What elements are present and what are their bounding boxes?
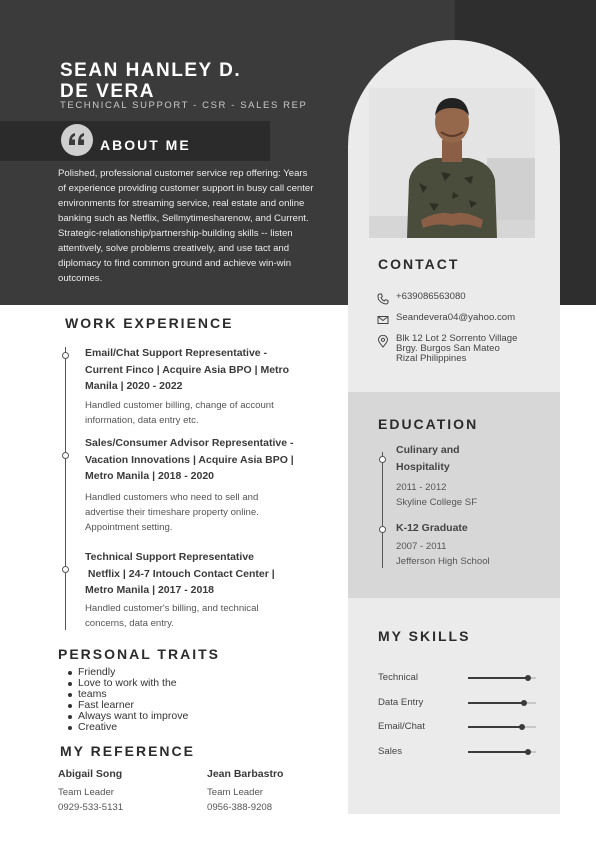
skill-label: Technical — [378, 672, 418, 683]
skills-title: MY SKILLS — [378, 628, 471, 644]
person-photo-icon — [369, 88, 535, 238]
education-school-2: Jefferson High School — [396, 556, 490, 567]
skill-label: Data Entry — [378, 696, 424, 708]
skill-label: Sales — [378, 745, 402, 757]
education-title-1-line-2: Hospitality — [396, 461, 450, 473]
skill-level-fill — [468, 751, 528, 753]
contact-email-row — [377, 313, 515, 326]
job-title-3 — [85, 549, 335, 599]
skill-level-bar — [468, 726, 536, 728]
education-years-1: 2011 - 2012 — [396, 482, 447, 493]
reference-phone-1[interactable]: 0929-533-5131 — [58, 802, 124, 813]
work-experience-title: WORK EXPERIENCE — [65, 315, 234, 331]
mail-icon — [377, 314, 389, 326]
traits-list — [78, 667, 188, 733]
contact-address — [396, 334, 517, 364]
job-desc-1-line-1: Handled customer billing, change of account — [85, 400, 274, 411]
trait-item-continued: teams — [78, 689, 188, 700]
candidate-name — [60, 60, 241, 102]
work-dot-3 — [62, 566, 69, 573]
name-line-2: DE VERA — [60, 81, 155, 102]
job-desc-2-line-3: Appointment setting. — [85, 522, 173, 533]
skill-level-knob — [521, 700, 527, 706]
address-line-3: Rizal Philippines — [396, 353, 467, 364]
job-desc-2-line-1: Handled customers who need to sell and — [85, 492, 259, 503]
education-dot-2 — [379, 526, 386, 533]
contact-address-row — [377, 334, 517, 364]
education-title-1 — [396, 442, 460, 476]
skill-level-fill — [468, 702, 524, 704]
reference-role-1: Team Leader — [58, 787, 114, 798]
job-title-2 — [85, 435, 335, 485]
contact-phone[interactable]: +639086563080 — [396, 291, 466, 302]
reference-name-1: Abigail Song — [58, 768, 123, 780]
trait-item: Fast learner — [78, 700, 188, 711]
about-title: ABOUT ME — [100, 137, 191, 153]
location-pin-icon — [377, 335, 389, 348]
job-desc-2 — [85, 490, 335, 535]
education-title: EDUCATION — [378, 416, 479, 432]
job-desc-3-line-1: Handled customer's billing, and technical — [85, 603, 259, 614]
trait-item: Friendly — [78, 667, 188, 678]
job-title-3-line-3: Metro Manila | 2017 - 2018 — [85, 584, 214, 596]
job-desc-1-line-2: information, data entry etc. — [85, 415, 199, 426]
about-text: Polished, professional customer service rep offering: Years of experience providing customer support in busy call center environments for streaming service, real estate and online banking such as Netflix, Sellmytimesharenow, and Current. Strategic-relationship/partnership-building skills -- listen attentively, solve problems creatively, and use tact and diplomacy to find common ground and achieve win-win outcomes. — [58, 168, 314, 284]
job-title-3-line-2: Netflix | 24-7 Intouch Contact Center | — [85, 567, 275, 580]
job-desc-1 — [85, 398, 335, 428]
skill-level-fill — [468, 726, 522, 728]
work-dot-2 — [62, 452, 69, 459]
job-title-2-line-1: Sales/Consumer Advisor Representative - — [85, 437, 294, 449]
skill-level-knob — [525, 675, 531, 681]
job-desc-3-line-2: concerns, data entry. — [85, 618, 174, 629]
skill-level-knob — [525, 749, 531, 755]
job-title-2-line-2: Vacation Innovations | Acquire Asia BPO | — [85, 453, 294, 466]
skill-level-bar — [468, 702, 536, 704]
education-timeline — [382, 452, 383, 568]
contact-title: CONTACT — [378, 256, 460, 272]
trait-item: Creative — [78, 722, 188, 733]
skill-level-fill — [468, 677, 528, 679]
work-timeline — [65, 347, 66, 630]
contact-email[interactable]: Seandevera04@yahoo.com — [396, 312, 516, 323]
job-desc-3 — [85, 601, 335, 631]
personal-traits-title: PERSONAL TRAITS — [58, 646, 220, 662]
phone-icon — [377, 293, 389, 305]
trait-item: Love to work with the — [78, 678, 188, 689]
reference-phone-2[interactable]: 0956-388-9208 — [207, 802, 273, 813]
address-line-1: Blk 12 Lot 2 Sorrento Village — [396, 333, 518, 344]
education-years-2: 2007 - 2011 — [396, 541, 447, 552]
contact-phone-row — [377, 292, 466, 305]
work-dot-1 — [62, 352, 69, 359]
address-line-2: Brgy. Burgos San Mateo — [396, 343, 500, 354]
education-title-1-line-1: Culinary and — [396, 444, 460, 456]
reference-title: MY REFERENCE — [60, 743, 195, 759]
job-title-1-line-2: Current Finco | Acquire Asia BPO | Metro — [85, 363, 290, 376]
job-subtitle: TECHNICAL SUPPORT - CSR - SALES REP — [60, 100, 308, 111]
skill-level-bar — [468, 751, 536, 753]
education-title-2: K-12 Graduate — [396, 522, 468, 534]
job-title-2-line-3: Metro Manila | 2018 - 2020 — [85, 470, 214, 482]
reference-role-2: Team Leader — [207, 787, 263, 798]
job-title-1-line-1: Email/Chat Support Representative - — [85, 347, 268, 359]
trait-item: Always want to improve — [78, 710, 189, 722]
name-line-1: SEAN HANLEY D. — [60, 60, 242, 81]
skill-level-bar — [468, 677, 536, 679]
job-desc-2-line-2: advertise their timeshare property online. — [85, 507, 259, 518]
quote-icon — [60, 124, 94, 158]
education-dot-1 — [379, 456, 386, 463]
education-school-1: Skyline College SF — [396, 497, 478, 508]
job-title-1 — [85, 345, 335, 395]
reference-name-2: Jean Barbastro — [207, 768, 284, 780]
job-title-1-line-3: Manila | 2020 - 2022 — [85, 380, 183, 392]
job-title-3-line-1: Technical Support Representative — [85, 551, 255, 563]
skill-label: Email/Chat — [378, 721, 425, 732]
profile-photo — [369, 88, 535, 238]
